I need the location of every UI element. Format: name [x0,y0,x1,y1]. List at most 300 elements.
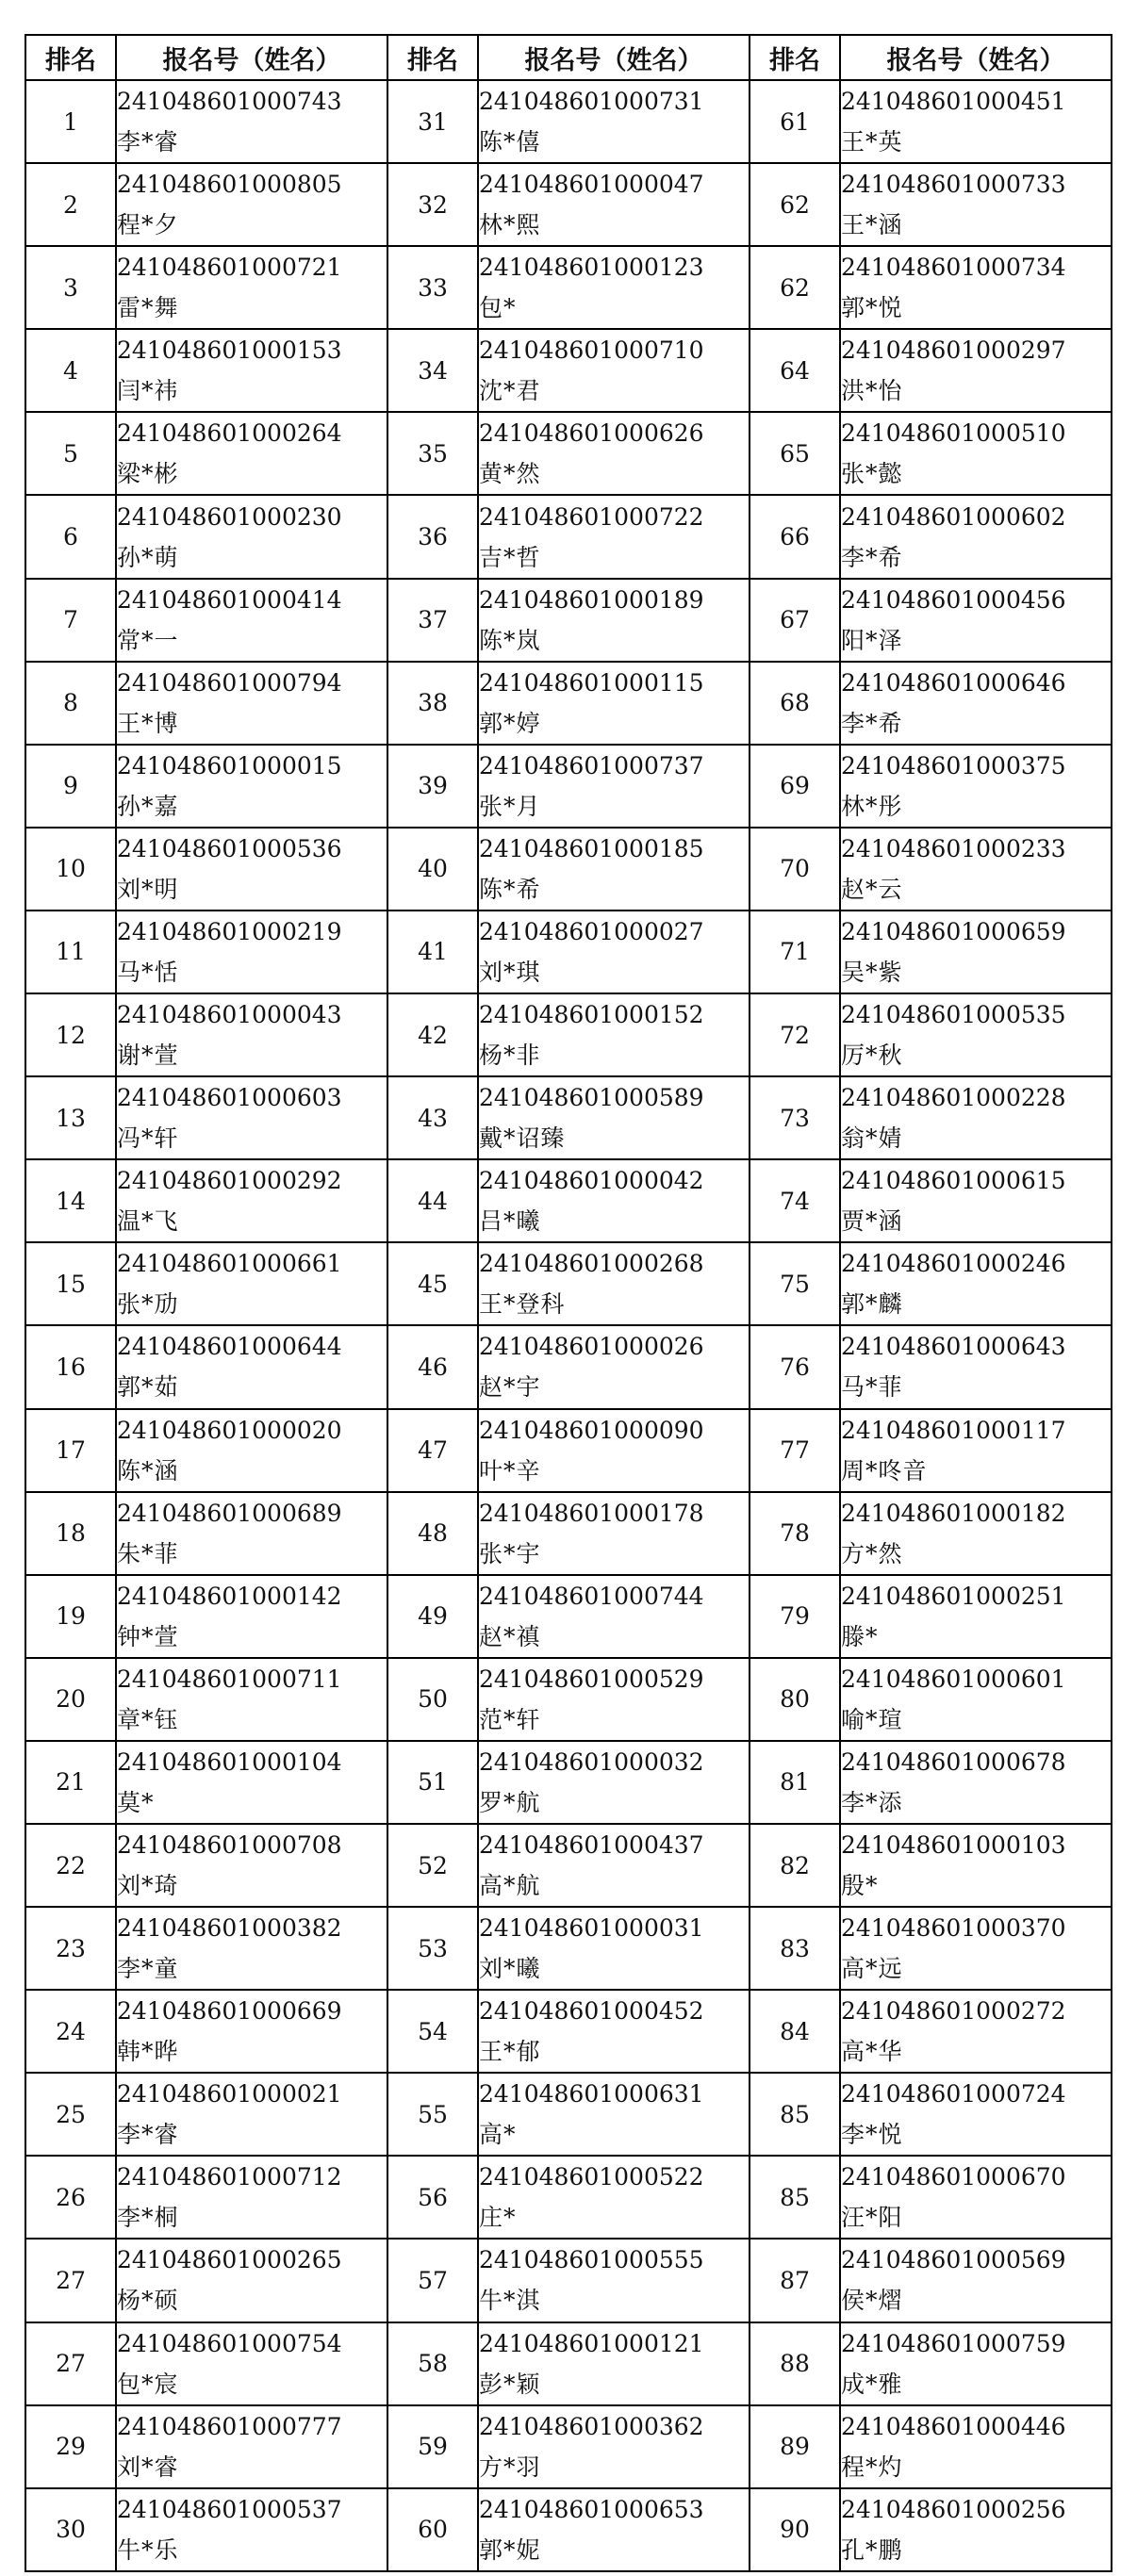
candidate-name: 周*咚音 [841,1456,928,1485]
candidate-name: 李*睿 [117,128,179,156]
entry-cell [478,2156,750,2239]
candidate-name: 高* [479,2121,517,2149]
rank-cell: 35 [387,412,478,495]
rank-cell: 30 [25,2488,116,2571]
candidate-name: 孔*鹏 [841,2535,903,2564]
table-row [25,1076,1112,1159]
registration-number: 241048601000659 [841,917,1066,945]
registration-number: 241048601000103 [841,1831,1066,1860]
registration-number: 241048601000117 [841,1416,1066,1444]
candidate-name: 吕*曦 [479,1207,541,1236]
table-row [25,2405,1112,2488]
entry-cell [478,2322,750,2405]
registration-number: 241048601000535 [841,1001,1066,1029]
rank-cell: 55 [387,2073,478,2156]
registration-number: 241048601000456 [841,585,1066,614]
candidate-name: 杨*非 [479,1042,541,1070]
header-row [25,35,1112,80]
table-row [25,1658,1112,1741]
registration-number: 241048601000265 [117,2246,342,2274]
rank-cell: 32 [387,163,478,246]
registration-number: 241048601000142 [117,1582,342,1610]
registration-number: 241048601000382 [117,1914,342,1943]
entry-cell [116,993,387,1076]
rank-cell: 51 [387,1741,478,1824]
rank-cell: 68 [750,662,840,745]
entry-cell [840,163,1112,246]
entry-cell [840,1076,1112,1159]
entry-cell [840,1325,1112,1408]
entry-cell [478,1824,750,1907]
rank-cell: 8 [25,662,116,745]
candidate-name: 闫*祎 [117,377,179,405]
rank-cell: 75 [750,1242,840,1325]
table-row [25,412,1112,495]
entry-cell [840,745,1112,828]
entry-cell [840,1824,1112,1907]
rank-cell: 53 [387,1907,478,1990]
table-row [25,579,1112,662]
candidate-name: 牛*淇 [479,2287,541,2315]
rank-cell: 11 [25,911,116,993]
entry-cell [478,993,750,1076]
registration-number: 241048601000230 [117,502,342,531]
entry-cell [116,2488,387,2571]
entry-cell [478,2488,750,2571]
rank-cell: 77 [750,1409,840,1492]
candidate-name: 孙*嘉 [117,792,179,820]
header-rank: 排名 [750,35,840,80]
registration-number: 241048601000754 [117,2329,342,2357]
rank-cell: 9 [25,745,116,828]
candidate-name: 王*郁 [479,2038,541,2066]
header-entry: 报名号（姓名） [478,35,750,80]
candidate-name: 程*灼 [841,2453,903,2481]
candidate-name: 赵*宇 [479,1373,541,1402]
entry-cell [478,2405,750,2488]
entry-cell [116,1242,387,1325]
rank-cell: 78 [750,1492,840,1575]
header-entry: 报名号（姓名） [116,35,387,80]
registration-number: 241048601000678 [841,1747,1066,1776]
registration-number: 241048601000731 [479,88,704,116]
candidate-name: 喻*瑄 [841,1705,903,1733]
candidate-name: 常*一 [117,626,179,654]
candidate-name: 刘*曦 [479,1955,541,1983]
rank-cell: 58 [387,2322,478,2405]
registration-number: 241048601000522 [479,2163,704,2191]
candidate-name: 张*宇 [479,1539,541,1567]
header-rank: 排名 [25,35,116,80]
entry-cell [478,1907,750,1990]
rank-cell: 40 [387,828,478,911]
rank-cell: 39 [387,745,478,828]
registration-number: 241048601000370 [841,1914,1066,1943]
table-row [25,495,1112,578]
rank-cell: 34 [387,329,478,412]
rank-cell: 38 [387,662,478,745]
registration-number: 241048601000643 [841,1333,1066,1361]
registration-number: 241048601000451 [841,88,1066,116]
candidate-name: 李*睿 [117,2121,179,2149]
candidate-name: 马*菲 [841,1373,903,1402]
registration-number: 241048601000251 [841,1582,1066,1610]
registration-number: 241048601000152 [479,1001,704,1029]
entry-cell [478,1159,750,1242]
entry-cell [116,2156,387,2239]
rank-cell: 21 [25,1741,116,1824]
candidate-name: 郭*悦 [841,294,903,322]
table-row [25,1907,1112,1990]
rank-cell: 20 [25,1658,116,1741]
table-row [25,1409,1112,1492]
candidate-name: 贾*涵 [841,1207,903,1236]
registration-number: 241048601000722 [479,502,704,531]
candidate-name: 张*懿 [841,460,903,488]
table-row [25,662,1112,745]
rank-cell: 27 [25,2239,116,2322]
candidate-name: 郭*茹 [117,1373,179,1402]
candidate-name: 高*华 [841,2038,903,2066]
entry-cell [478,1076,750,1159]
rank-cell: 36 [387,495,478,578]
registration-number: 241048601000569 [841,2246,1066,2274]
table-row [25,911,1112,993]
entry-cell [840,2322,1112,2405]
rank-cell: 6 [25,495,116,578]
rank-cell: 52 [387,1824,478,1907]
rank-cell: 45 [387,1242,478,1325]
registration-number: 241048601000047 [479,171,704,199]
candidate-name: 马*恬 [117,958,179,986]
registration-number: 241048601000042 [479,1167,704,1195]
registration-number: 241048601000115 [479,668,704,697]
rank-cell: 19 [25,1575,116,1658]
candidate-name: 沈*君 [479,377,541,405]
entry-cell [116,1907,387,1990]
rank-cell: 44 [387,1159,478,1242]
candidate-name: 阳*泽 [841,626,903,654]
entry-cell [478,1325,750,1408]
registration-number: 241048601000272 [841,1997,1066,2026]
entry-cell [840,1658,1112,1741]
entry-cell [116,911,387,993]
entry-cell [116,1325,387,1408]
registration-number: 241048601000292 [117,1167,342,1195]
registration-number: 241048601000362 [479,2412,704,2440]
rank-cell: 1 [25,80,116,163]
registration-number: 241048601000121 [479,2329,704,2357]
candidate-name: 王*博 [117,709,179,737]
rank-cell: 88 [750,2322,840,2405]
entry-cell [478,911,750,993]
registration-number: 241048601000733 [841,171,1066,199]
rank-cell: 46 [387,1325,478,1408]
candidate-name: 殷* [841,1872,879,1900]
rank-cell: 49 [387,1575,478,1658]
table-row [25,1492,1112,1575]
rank-cell: 31 [387,80,478,163]
candidate-name: 包* [479,294,517,322]
candidate-name: 谢*萱 [117,1042,179,1070]
entry-cell [478,1242,750,1325]
header-entry: 报名号（姓名） [840,35,1112,80]
registration-number: 241048601000185 [479,834,704,862]
registration-number: 241048601000219 [117,917,342,945]
entry-cell [840,828,1112,911]
registration-number: 241048601000777 [117,2412,342,2440]
rank-cell: 27 [25,2322,116,2405]
registration-number: 241048601000233 [841,834,1066,862]
registration-number: 241048601000228 [841,1084,1066,1112]
registration-number: 241048601000602 [841,502,1066,531]
rank-cell: 10 [25,828,116,911]
candidate-name: 李*桐 [117,2204,179,2232]
candidate-name: 刘*睿 [117,2453,179,2481]
candidate-name: 莫* [117,1788,155,1816]
registration-number: 241048601000712 [117,2163,342,2191]
candidate-name: 戴*诏臻 [479,1124,566,1153]
table-row [25,1575,1112,1658]
candidate-name: 朱*菲 [117,1539,179,1567]
rank-cell: 67 [750,579,840,662]
registration-number: 241048601000644 [117,1333,342,1361]
candidate-name: 雷*舞 [117,294,179,322]
registration-number: 241048601000375 [841,751,1066,779]
entry-cell [840,1907,1112,1990]
entry-cell [478,246,750,329]
rank-cell: 23 [25,1907,116,1990]
entry-cell [478,1409,750,1492]
table-row [25,2322,1112,2405]
entry-cell [840,2488,1112,2571]
entry-cell [840,1159,1112,1242]
candidate-name: 林*熙 [479,211,541,239]
rank-cell: 90 [750,2488,840,2571]
registration-number: 241048601000555 [479,2246,704,2274]
rank-cell: 22 [25,1824,116,1907]
registration-number: 241048601000446 [841,2412,1066,2440]
entry-cell [840,412,1112,495]
rank-cell: 48 [387,1492,478,1575]
entry-cell [116,579,387,662]
entry-cell [116,2322,387,2405]
registration-number: 241048601000631 [479,2080,704,2108]
registration-number: 241048601000027 [479,917,704,945]
registration-number: 241048601000711 [117,1665,342,1693]
entry-cell [840,993,1112,1076]
candidate-name: 庄* [479,2204,517,2232]
rank-cell: 13 [25,1076,116,1159]
entry-cell [840,1575,1112,1658]
registration-number: 241048601000178 [479,1499,704,1527]
candidate-name: 郭*婷 [479,709,541,737]
entry-cell [478,1575,750,1658]
entry-cell [116,828,387,911]
table-row [25,1824,1112,1907]
entry-cell [116,1492,387,1575]
registration-number: 241048601000268 [479,1250,704,1278]
registration-number: 241048601000264 [117,419,342,448]
rank-cell: 61 [750,80,840,163]
entry-cell [840,2405,1112,2488]
header-rank: 排名 [387,35,478,80]
rank-cell: 3 [25,246,116,329]
registration-number: 241048601000537 [117,2495,342,2523]
table-row [25,1325,1112,1408]
rank-cell: 17 [25,1409,116,1492]
registration-number: 241048601000529 [479,1665,704,1693]
registration-number: 241048601000669 [117,1997,342,2026]
registration-number: 241048601000536 [117,834,342,862]
entry-cell [478,662,750,745]
rank-cell: 69 [750,745,840,828]
rank-cell: 76 [750,1325,840,1408]
rank-cell: 60 [387,2488,478,2571]
candidate-name: 洪*怡 [841,377,903,405]
candidate-name: 李*希 [841,543,903,571]
candidate-name: 刘*琦 [117,1872,179,1900]
registration-number: 241048601000615 [841,1167,1066,1195]
entry-cell [116,1658,387,1741]
registration-number: 241048601000153 [117,336,342,365]
registration-number: 241048601000189 [479,585,704,614]
rank-cell: 87 [750,2239,840,2322]
entry-cell [840,662,1112,745]
rank-cell: 14 [25,1159,116,1242]
candidate-name: 汪*阳 [841,2204,903,2232]
entry-cell [116,80,387,163]
rank-cell: 7 [25,579,116,662]
candidate-name: 赵*禛 [479,1622,541,1650]
rank-cell: 64 [750,329,840,412]
candidate-name: 章*钰 [117,1705,179,1733]
rank-cell: 16 [25,1325,116,1408]
registration-number: 241048601000646 [841,668,1066,697]
candidate-name: 刘*明 [117,875,179,903]
candidate-name: 高*远 [841,1955,903,1983]
entry-cell [478,163,750,246]
ranking-table [25,34,1112,2572]
registration-number: 241048601000123 [479,254,704,282]
registration-number: 241048601000661 [117,1250,342,1278]
entry-cell [116,246,387,329]
candidate-name: 叶*辛 [479,1456,541,1485]
candidate-name: 陈*希 [479,875,541,903]
rank-cell: 71 [750,911,840,993]
candidate-name: 温*飞 [117,1207,179,1236]
rank-cell: 54 [387,1990,478,2073]
entry-cell [116,163,387,246]
rank-cell: 12 [25,993,116,1076]
rank-cell: 72 [750,993,840,1076]
registration-number: 241048601000721 [117,254,342,282]
entry-cell [116,662,387,745]
candidate-name: 陈*岚 [479,626,541,654]
entry-cell [840,329,1112,412]
rank-cell: 57 [387,2239,478,2322]
registration-number: 241048601000026 [479,1333,704,1361]
registration-number: 241048601000689 [117,1499,342,1527]
registration-number: 241048601000805 [117,171,342,199]
entry-cell [478,2073,750,2156]
table-row [25,80,1112,163]
entry-cell [478,1990,750,2073]
rank-cell: 74 [750,1159,840,1242]
candidate-name: 翁*婧 [841,1124,903,1153]
rank-cell: 24 [25,1990,116,2073]
registration-number: 241048601000670 [841,2163,1066,2191]
entry-cell [840,246,1112,329]
table-row [25,828,1112,911]
registration-number: 241048601000182 [841,1499,1066,1527]
rank-cell: 5 [25,412,116,495]
registration-number: 241048601000104 [117,1747,342,1776]
entry-cell [116,412,387,495]
entry-cell [116,1159,387,1242]
registration-number: 241048601000297 [841,336,1066,365]
entry-cell [478,80,750,163]
registration-number: 241048601000601 [841,1665,1066,1693]
entry-cell [840,579,1112,662]
rank-cell: 33 [387,246,478,329]
table-row [25,2156,1112,2239]
rank-cell: 41 [387,911,478,993]
registration-number: 241048601000452 [479,1997,704,2026]
candidate-name: 滕* [841,1622,879,1650]
entry-cell [840,2239,1112,2322]
entry-cell [840,1409,1112,1492]
entry-cell [840,1492,1112,1575]
table-row [25,163,1112,246]
candidate-name: 杨*硕 [117,2287,179,2315]
table-row [25,1242,1112,1325]
candidate-name: 黄*然 [479,460,541,488]
table-row [25,1741,1112,1824]
registration-number: 241048601000090 [479,1416,704,1444]
rank-cell: 66 [750,495,840,578]
entry-cell [116,329,387,412]
entry-cell [840,495,1112,578]
registration-number: 241048601000708 [117,1831,342,1860]
registration-number: 241048601000589 [479,1084,704,1112]
candidate-name: 刘*琪 [479,958,541,986]
rank-cell: 47 [387,1409,478,1492]
entry-cell [116,1990,387,2073]
entry-cell [116,745,387,828]
rank-cell: 80 [750,1658,840,1741]
table-row [25,329,1112,412]
registration-number: 241048601000031 [479,1914,704,1943]
entry-cell [840,2073,1112,2156]
entry-cell [478,412,750,495]
candidate-name: 高*航 [479,1872,541,1900]
rank-cell: 56 [387,2156,478,2239]
rank-cell: 85 [750,2156,840,2239]
rank-cell: 43 [387,1076,478,1159]
candidate-name: 张*劢 [117,1290,179,1319]
registration-number: 241048601000653 [479,2495,704,2523]
candidate-name: 冯*轩 [117,1124,179,1153]
rank-cell: 73 [750,1076,840,1159]
entry-cell [478,1741,750,1824]
rank-cell: 82 [750,1824,840,1907]
rank-cell: 65 [750,412,840,495]
candidate-name: 方*羽 [479,2453,541,2481]
candidate-name: 陈*涵 [117,1456,179,1485]
candidate-name: 王*涵 [841,211,903,239]
table-row [25,2488,1112,2571]
